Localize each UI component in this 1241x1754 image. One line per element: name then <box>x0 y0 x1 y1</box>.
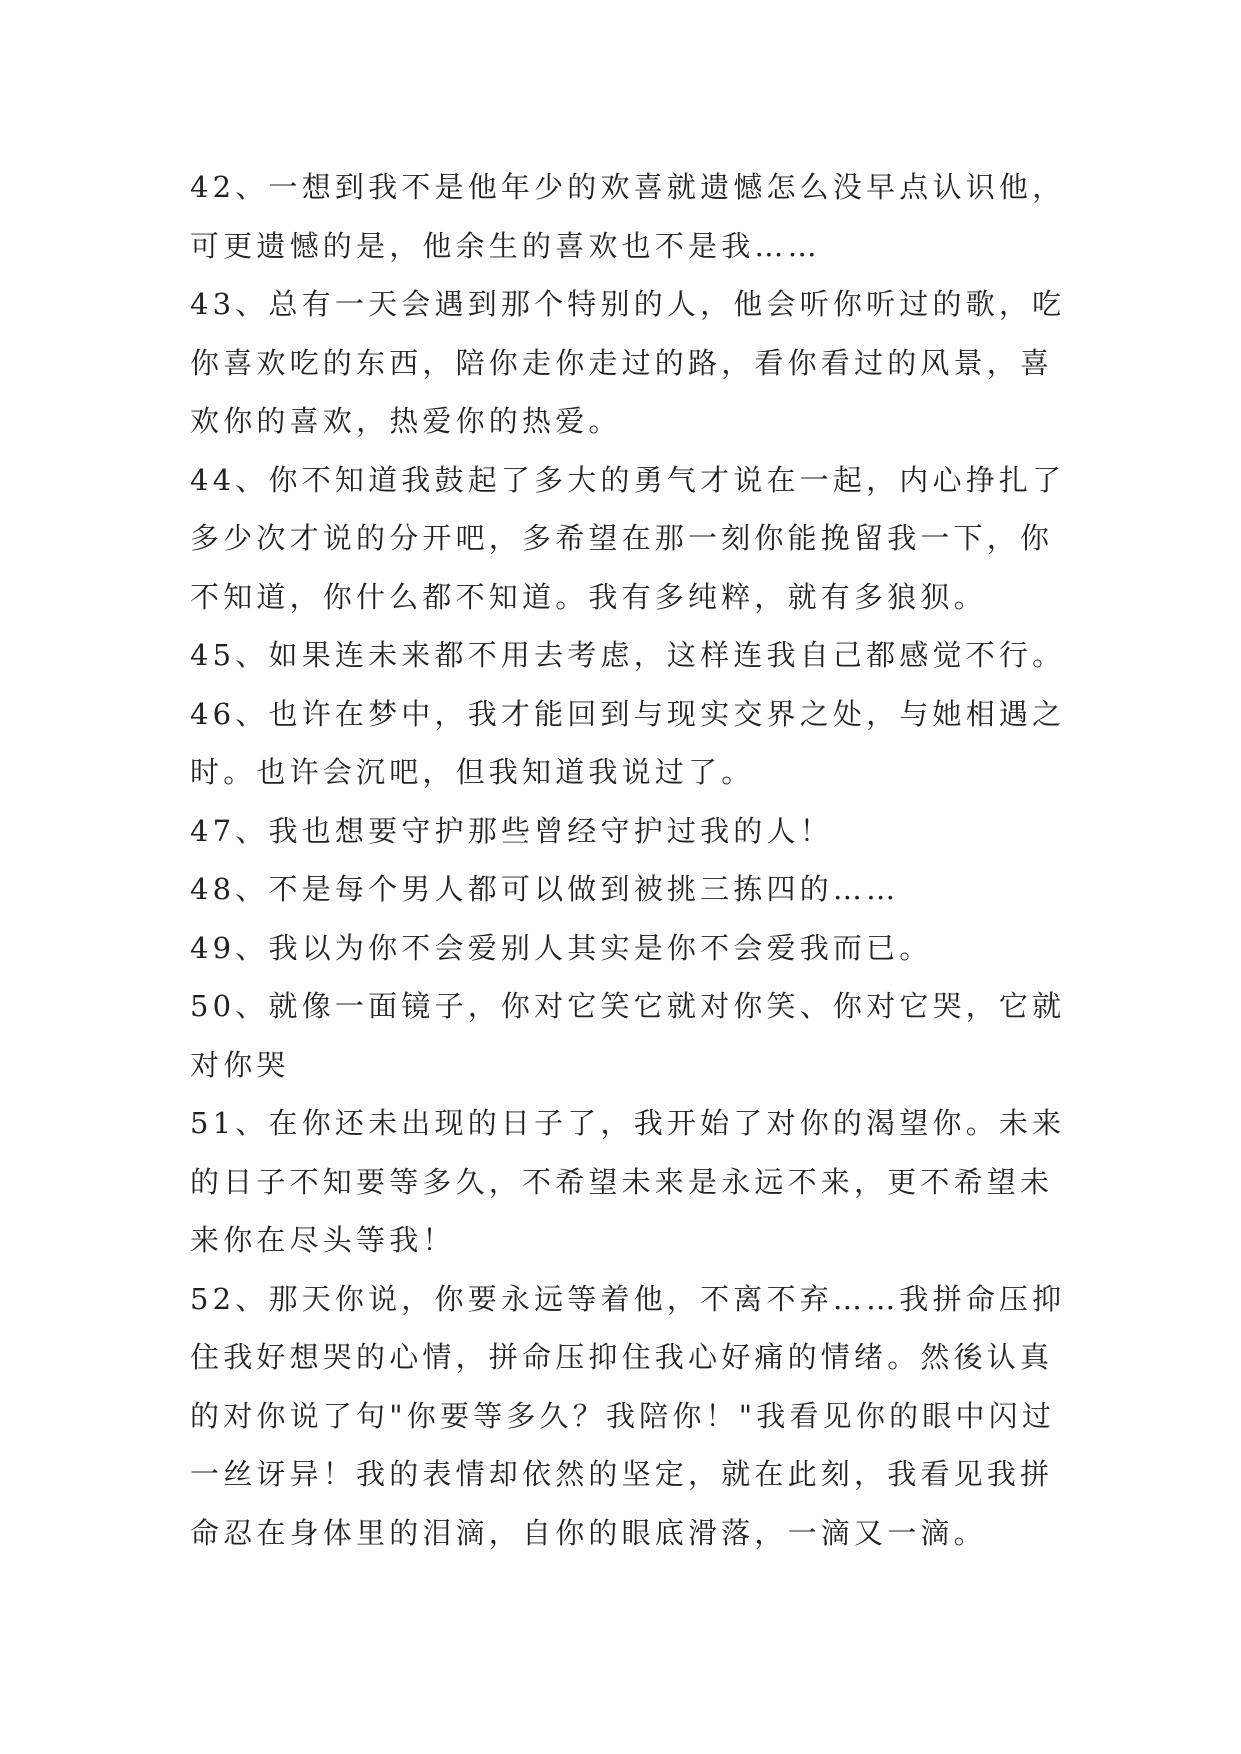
text-line: 45、如果连未来都不用去考虑，这样连我自己都感觉不行。 <box>190 638 1066 672</box>
text-line: 不知道，你什么都不知道。我有多纯粹，就有多狼狈。 <box>190 579 987 614</box>
text-line: 欢你的喜欢，热爱你的热爱。 <box>190 404 622 438</box>
text-line: 50、就像一面镜子，你对它笑它就对你笑、你对它哭，它就 <box>190 989 1066 1023</box>
document-body <box>190 158 1070 1562</box>
paragraph <box>190 977 1070 1094</box>
text-line: 你喜欢吃的东西，陪你走你走过的路，看你看过的风景，喜 <box>190 345 1054 380</box>
paragraph <box>190 275 1070 451</box>
text-line: 可更遗憾的是，他余生的喜欢也不是我…… <box>190 228 821 263</box>
paragraph <box>190 860 1070 919</box>
text-line: 时。也许会沉吧，但我知道我说过了。 <box>190 755 755 789</box>
text-line: 命忍在身体里的泪滴，自你的眼底滑落，一滴又一滴。 <box>190 1515 987 1550</box>
text-line: 的日子不知要等多久，不希望未来是永远不来，更不希望未 <box>190 1164 1054 1199</box>
paragraph <box>190 451 1070 627</box>
text-line: 42、一想到我不是他年少的欢喜就遗憾怎么没早点认识他， <box>190 170 1066 204</box>
paragraph <box>190 1094 1070 1270</box>
text-line: 48、不是每个男人都可以做到被挑三拣四的…… <box>190 872 900 906</box>
text-line: 44、你不知道我鼓起了多大的勇气才说在一起，内心挣扎了 <box>190 462 1066 497</box>
text-line: 一丝讶异！我的表情却依然的坚定，就在此刻，我看见我拼 <box>190 1457 1054 1491</box>
paragraph <box>190 685 1070 802</box>
text-line: 52、那天你说，你要永远等着他，不离不弃……我拼命压抑 <box>190 1281 1066 1316</box>
text-line: 的对你说了句"你要等多久？我陪你！"我看见你的眼中闪过 <box>190 1398 1056 1433</box>
paragraph <box>190 158 1070 275</box>
text-line: 49、我以为你不会爱别人其实是你不会爱我而已。 <box>190 930 933 965</box>
text-line: 住我好想哭的心情，拼命压抑住我心好痛的情绪。然後认真 <box>190 1340 1054 1374</box>
text-line: 对你哭 <box>190 1047 290 1082</box>
paragraph <box>190 1270 1070 1563</box>
paragraph <box>190 626 1070 685</box>
text-line: 47、我也想要守护那些曾经守护过我的人！ <box>190 813 833 848</box>
text-line: 46、也许在梦中，我才能回到与现实交界之处，与她相遇之 <box>190 696 1066 731</box>
text-line: 多少次才说的分开吧，多希望在那一刻你能挽留我一下，你 <box>190 521 1054 555</box>
paragraph <box>190 802 1070 861</box>
text-line: 43、总有一天会遇到那个特别的人，他会听你听过的歌，吃 <box>190 287 1066 321</box>
text-line: 51、在你还未出现的日子了，我开始了对你的渴望你。未来 <box>190 1106 1066 1140</box>
paragraph <box>190 919 1070 978</box>
text-line: 来你在尽头等我！ <box>190 1223 456 1257</box>
